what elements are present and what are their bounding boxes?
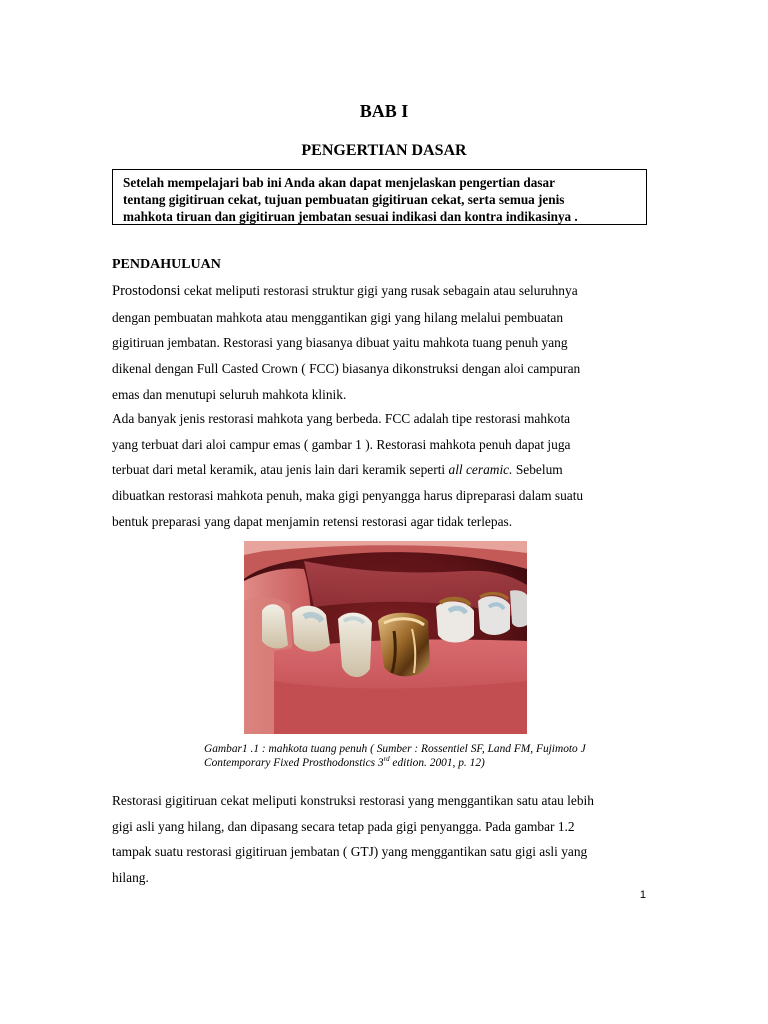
paragraph-line: tampak suatu restorasi gigitiruan jembatan ( GTJ) yang menggantikan satu gigi asli yang [112, 844, 588, 860]
section-title: PENGERTIAN DASAR [301, 142, 467, 159]
paragraph-line: bentuk preparasi yang dapat menjamin retensi restorasi agar tidak terlepas. [112, 513, 513, 529]
paragraph-line: emas dan menutupi seluruh mahkota klinik. [112, 386, 347, 402]
paragraph-line: dibuatkan restorasi mahkota penuh, maka gigi penyangga harus dipreparasi dalam suatu [112, 488, 584, 504]
caption-line [204, 756, 586, 770]
introduction-paragraph-1 [112, 278, 660, 408]
caption-text: edition. 2001, p. 12) [389, 757, 485, 769]
paragraph-line: gigitiruan jembatan. Restorasi yang biasanya dibuat yaitu mahkota tuang penuh yang [112, 335, 568, 351]
paragraph-line: gigi asli yang hilang, dan dipasang secara tetap pada gigi penyangga. Pada gambar 1.2 [112, 818, 575, 834]
page-number: 1 [639, 889, 646, 901]
paragraph-line: Restorasi gigitiruan cekat meliputi konstruksi restorasi yang menggantikan satu atau lebih [112, 793, 594, 808]
introduction-paragraph-2 [112, 406, 660, 535]
fixed-prosthesis-paragraph [112, 788, 660, 891]
introduction-heading: PENDAHULUAN [112, 257, 221, 272]
first-word: Prostodonsi [112, 283, 181, 299]
caption-text: Contemporary Fixed Prosthodonstics 3 [204, 757, 384, 769]
italic-term: all ceramic. [448, 462, 513, 478]
paragraph-line [112, 278, 660, 305]
caption-superscript: rd [383, 755, 390, 764]
photo-illustration [244, 541, 527, 734]
chapter-title: BAB I [359, 101, 409, 121]
objective-line: tentang gigitiruan cekat, tujuan pembuatan gigitiruan cekat, serta semua jenis [123, 192, 565, 207]
figure-caption [204, 742, 586, 770]
line-text: Sebelum [512, 462, 563, 478]
clinical-photo-full-cast-crown [244, 541, 527, 734]
learning-objective-box [112, 169, 647, 225]
objective-line: mahkota tiruan dan gigitiruan jembatan sesuai indikasi dan kontra indikasinya . [123, 209, 578, 224]
line-text: cekat meliputi restorasi struktur gigi yang rusak sebagain atau seluruhnya [180, 283, 578, 298]
paragraph-line: dikenal dengan Full Casted Crown ( FCC) biasanya dikonstruksi dengan aloi campuran [112, 361, 581, 377]
paragraph-line [112, 457, 660, 483]
line-text: terbuat dari metal keramik, atau jenis lain dari keramik seperti [112, 462, 449, 478]
paragraph-line: Ada banyak jenis restorasi mahkota yang berbeda. FCC adalah tipe restorasi mahkota [112, 411, 571, 426]
objective-line: Setelah mempelajari bab ini Anda akan dapat menjelaskan pengertian dasar [123, 175, 555, 190]
paragraph-line: dengan pembuatan mahkota atau menggantikan gigi yang hilang melalui pembuatan [112, 309, 564, 325]
paragraph-line: yang terbuat dari aloi campur emas ( gambar 1 ). Restorasi mahkota penuh dapat juga [112, 436, 571, 452]
paragraph-line: hilang. [112, 870, 149, 886]
caption-line: Gambar1 .1 : mahkota tuang penuh ( Sumber : Rossentiel SF, Land FM, Fujimoto J [204, 743, 586, 755]
